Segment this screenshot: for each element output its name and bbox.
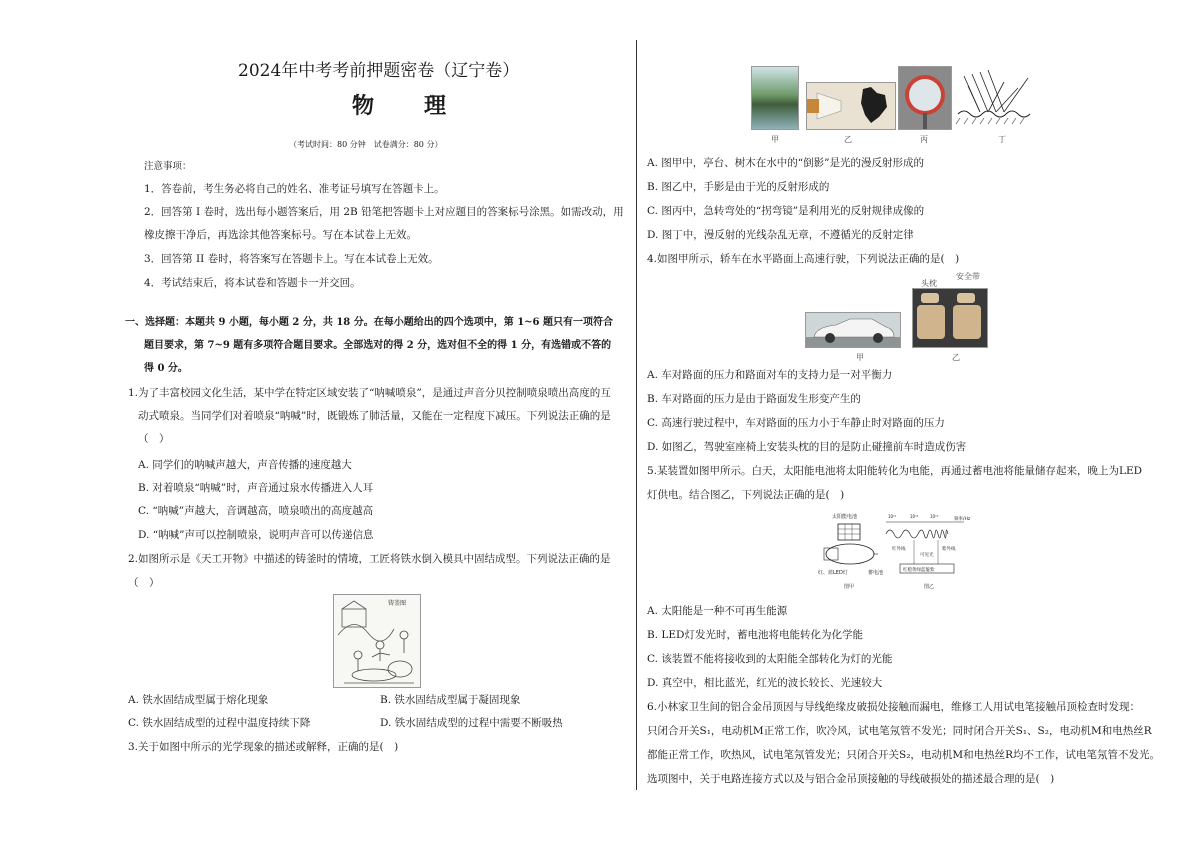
note-item-4: 4．考试结束后，将本试卷和答题卡一并交回。 <box>144 277 361 289</box>
q2-option-d: D. 铁水固结成型的过程中需要不断吸热 <box>380 717 563 729</box>
q3-option-c: C. 图丙中，急转弯处的“拐弯镜”是利用光的反射规律成像的 <box>647 205 925 217</box>
car-seat-image <box>912 288 988 348</box>
q1-stem-2: 动式喷泉。当同学们对着喷泉“呐喊”时，既锻炼了肺活量，又能在一定程度下减压。下列说法正确的是 <box>138 410 611 422</box>
note-item-3: 3．回答第 II 卷时，将答案写在答题卡上。写在本试卷上无效。 <box>144 253 439 265</box>
svg-text:图甲: 图甲 <box>844 584 855 590</box>
q3-stem: 3.关于如图中所示的光学现象的描述或解释，正确的是( ) <box>128 741 399 753</box>
q3-caption-jia: 甲 <box>771 135 779 144</box>
svg-text:太阳能电池: 太阳能电池 <box>832 514 858 520</box>
q3-caption-ding: 丁 <box>998 135 1006 144</box>
q6-line-1: 6.小林家卫生间的铝合金吊顶因与导线绝缘皮破损处接触而漏电，维修工人用试电笔接触吊顶检查时发现： <box>647 701 1141 713</box>
svg-text:10¹⁶: 10¹⁶ <box>930 514 939 519</box>
svg-text:红橙黄绿蓝靛紫: 红橙黄绿蓝靛紫 <box>903 568 935 573</box>
q1-option-c: C. “呐喊”声越大，音调越高，喷泉喷出的高度越高 <box>138 505 374 517</box>
q1-option-a: A. 同学们的呐喊声越大，声音传播的速度越大 <box>138 459 352 471</box>
q3-option-b: B. 图乙中，手影是由于光的反射形成的 <box>647 181 830 193</box>
note-item-1: 1．答卷前，考生务必将自己的姓名、准考证号填写在答题卡上。 <box>144 183 445 195</box>
q1-stem-1: 1.为了丰富校园文化生活，某中学在特定区域安装了“呐喊喷泉”，是通过声音分贝控制喷泉喷出高度的互 <box>128 387 611 399</box>
q3-option-d: D. 图丁中，漫反射的光线杂乱无章，不遵循光的反射定律 <box>647 229 914 241</box>
q6-line-3: 都能正常工作，吹热风，试电笔氖管发光；只闭合开关S₂，电动机M和电热丝R均不工作，试电笔氖管不发光。 <box>647 749 1161 761</box>
diffuse-reflection-diagram <box>954 68 1036 128</box>
q1-option-d: D. “呐喊”声可以控制喷泉，说明声音可以传递信息 <box>138 529 374 541</box>
svg-text:红外线: 红外线 <box>892 547 906 552</box>
q5-option-b: B. LED灯发光时，蓄电池将电能转化为化学能 <box>647 629 863 641</box>
exam-title: 2024年中考考前押题密卷（辽宁卷） <box>238 61 520 81</box>
seatbelt-label: 安全带 <box>956 272 980 281</box>
notes-heading: 注意事项： <box>144 161 192 172</box>
q5-option-c: C. 该装置不能将接收到的太阳能全部转化为灯的光能 <box>647 653 893 665</box>
q2-stem-1: 2.如图所示是《天工开物》中描述的铸釜时的情境，工匠将铁水倒入模具中固结成型。下列说法正确的是 <box>128 553 611 565</box>
car-image <box>805 312 901 348</box>
exam-info: （考试时间：80 分钟 试卷满分：80 分） <box>289 140 443 149</box>
note-item-2-cont: 橡皮擦干净后，再选涂其他答案标号。写在本试卷上无效。 <box>144 229 417 241</box>
q3-caption-yi: 乙 <box>844 135 852 144</box>
q4-caption-jia: 甲 <box>856 353 864 362</box>
q2-option-a: A. 铁水固结成型属于熔化现象 <box>128 694 269 706</box>
q6-line-2: 只闭合开关S₁，电动机M正常工作，吹冷风，试电笔氖管不发光；同时闭合开关S₁、S₂，电动机M和电热丝R <box>647 725 1152 737</box>
svg-text:图乙: 图乙 <box>924 584 935 590</box>
svg-text:紫外线: 紫外线 <box>942 547 956 552</box>
q5-option-a: A. 太阳能是一种不可再生能源 <box>647 605 788 617</box>
q4-option-b: B. 车对路面的压力是由于路面发生形变产生的 <box>647 393 861 405</box>
q4-option-c: C. 高速行驶过程中，车对路面的压力小于车静止时对路面的压力 <box>647 417 945 429</box>
note-item-2: 2．回答第 I 卷时，选出每小题答案后，用 2B 铅笔把答题卡上对应题目的答案标号涂黑。如需改动，用 <box>144 206 624 218</box>
section1-line3: 得 0 分。 <box>144 363 188 374</box>
casting-illustration <box>333 594 421 688</box>
q5-stem-1: 5.某装置如图甲所示。白天，太阳能电池将太阳能转化为电能，再通过蓄电池将能量储存起来，晚上为LED <box>647 465 1143 477</box>
q1-option-b: B. 对着喷泉“呐喊”时，声音通过泉水传播进入人耳 <box>138 482 374 494</box>
svg-text:可见光: 可见光 <box>920 553 934 558</box>
solar-led-figure <box>814 510 984 592</box>
q4-option-a: A. 车对路面的压力和路面对车的支持力是一对平衡力 <box>647 369 893 381</box>
q4-caption-yi: 乙 <box>952 353 960 362</box>
svg-text:10¹⁴: 10¹⁴ <box>910 514 919 519</box>
q2-stem-2: （ ） <box>128 577 160 589</box>
svg-text:红、蓝LED灯: 红、蓝LED灯 <box>818 570 848 576</box>
column-divider <box>636 40 637 790</box>
svg-text:10¹²: 10¹² <box>888 514 897 519</box>
q2-option-b: B. 铁水固结成型属于凝固现象 <box>380 694 521 706</box>
q4-option-d: D. 如图乙，驾驶室座椅上安装头枕的目的是防止碰撞前车时造成伤害 <box>647 441 967 453</box>
subject-title: 物 理 <box>352 93 461 119</box>
q5-stem-2: 灯供电。结合图乙，下列说法正确的是( ) <box>647 489 845 501</box>
pavilion-reflection-image <box>751 66 799 130</box>
q6-line-4: 选项图中，关于电路连接方式以及与铝合金吊顶接触的导线破损处的描述最合理的是( ) <box>647 773 1055 785</box>
hand-shadow-image <box>806 82 896 130</box>
svg-text:蓄电池: 蓄电池 <box>868 570 884 576</box>
headrest-label: 头枕 <box>921 279 937 288</box>
q3-option-a: A. 图甲中，亭台、树木在水中的“倒影”是光的漫反射形成的 <box>647 157 924 169</box>
casting-label: 铸釜图 <box>388 600 407 607</box>
q3-caption-bing: 丙 <box>920 135 928 144</box>
svg-text:频率/Hz: 频率/Hz <box>954 517 971 522</box>
convex-mirror-image <box>898 66 952 130</box>
q2-option-c: C. 铁水固结成型的过程中温度持续下降 <box>128 717 311 729</box>
q4-stem: 4.如图甲所示，轿车在水平路面上高速行驶，下列说法正确的是( ) <box>647 253 960 265</box>
q5-option-d: D. 真空中，相比蓝光，红光的波长较长、光速较大 <box>647 677 883 689</box>
q1-stem-3: （ ） <box>138 433 170 445</box>
section1-line2: 题目要求，第 7~9 题有多项符合题目要求。全部选对的得 2 分，选对但不全的得 1 分，有选错或不答的 <box>144 340 612 351</box>
section1-line1: 一、选择题：本题共 9 小题，每小题 2 分，共 18 分。在每小题给出的四个选项中，第 1~6 题只有一项符合 <box>125 317 613 328</box>
